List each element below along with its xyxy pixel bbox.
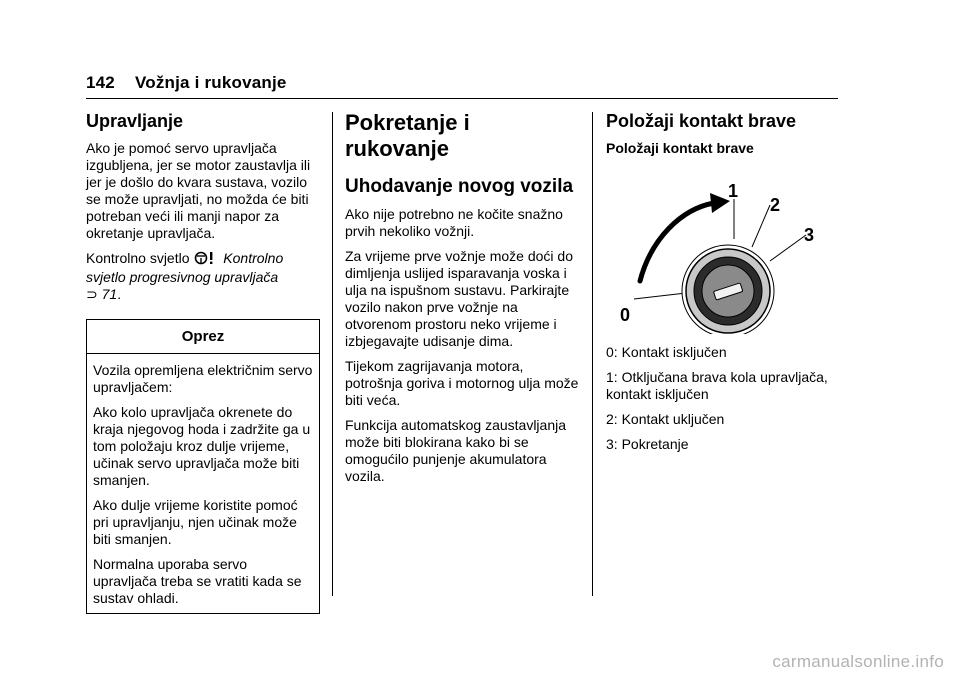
column-divider (332, 112, 333, 596)
running-header (86, 73, 287, 93)
ignition-position-item: 2: Kontakt uključen (606, 411, 725, 427)
steering-warning-lamp-icon (194, 251, 216, 269)
ignition-position-item: 0: Kontakt isključen (606, 344, 727, 360)
caution-paragraph: Vozila opremljena električnim servo upravljačem: (93, 362, 313, 395)
position-label-1: 1 (728, 181, 739, 201)
section-heading: Položaji kontakt brave (606, 111, 797, 131)
caution-paragraph: Ako kolo upravljača okrenete do kraja njegovog hoda i zadržite ga u tom položaju kroz dulje vrijeme, učinak servo upravljača može biti smanjen. (93, 404, 311, 488)
page-ref[interactable]: 71 (101, 286, 118, 302)
ignition-position-item: 3: Pokretanje (606, 436, 689, 452)
arrow-head-icon (710, 193, 730, 213)
paragraph: Za vrijeme prve vožnje može doći do dimljenja uslijed isparavanja voska i ulja na ispušnom sustavu. Parkirajte vozilo nakon prve vožnje na otvorenom prostoru neko vrijeme i izbjegavajte udisanje dima. (345, 248, 573, 349)
paragraph: Funkcija automatskog zaustavljanja može biti blokirana kako bi se omogućilo punjenje akumulatora vozila. (345, 417, 567, 484)
position-label-2: 2 (770, 195, 781, 215)
position-line-3 (770, 235, 806, 261)
column-starting (345, 110, 579, 493)
ignition-position-item: 1: Otključana brava kola upravljača, kontakt isključen (606, 369, 828, 402)
column-steering (86, 110, 320, 614)
paragraph: Ako je pomoć servo upravljača izgubljena, jer se motor zaustavlja ili jer je došlo do kvara sustava, vozilo se može upravljati, no možda će biti potreban veći ili manji napor za okretanje upravljača. (86, 140, 311, 241)
reference-link[interactable]: Kontrolno svjetlo progresivnog upravljača (86, 250, 284, 285)
page-ref-icon: ⊃ (86, 286, 98, 302)
ignition-diagram (606, 169, 840, 338)
paragraph: Ako nije potrebno ne kočite snažno prvih nekoliko vožnji. (345, 206, 563, 239)
column-divider (592, 112, 593, 596)
subsection-heading: Položaji kontakt brave (606, 140, 754, 156)
caution-title: Oprez (87, 320, 319, 354)
section-heading: Uhodavanje novog vozila (345, 176, 574, 197)
paragraph: Tijekom zagrijavanja motora, potrošnja goriva i motornog ulja može biti veća. (345, 358, 579, 408)
chapter-heading: Pokretanje i rukovanje (345, 110, 470, 161)
position-label-0: 0 (620, 305, 631, 325)
reference-prefix: Kontrolno svjetlo (86, 250, 190, 266)
position-line-2 (752, 205, 770, 247)
reference-suffix: . (117, 286, 122, 302)
caution-paragraph: Ako dulje vrijeme koristite pomoć pri upravljanju, njen učinak može biti smanjen. (93, 497, 298, 547)
section-heading: Upravljanje (86, 111, 184, 131)
page-number: 142 (86, 73, 115, 92)
column-ignition (606, 110, 840, 461)
warning-light-reference (86, 250, 320, 303)
section-title: Vožnja i rukovanje (134, 73, 287, 92)
position-line-0 (634, 293, 686, 299)
caution-paragraph: Normalna uporaba servo upravljača treba se vratiti kada se sustav ohladi. (93, 556, 302, 606)
caution-box (86, 319, 320, 614)
position-label-3: 3 (804, 225, 815, 245)
watermark: carmanualsonline.info (772, 652, 944, 671)
header-rule (86, 98, 838, 99)
